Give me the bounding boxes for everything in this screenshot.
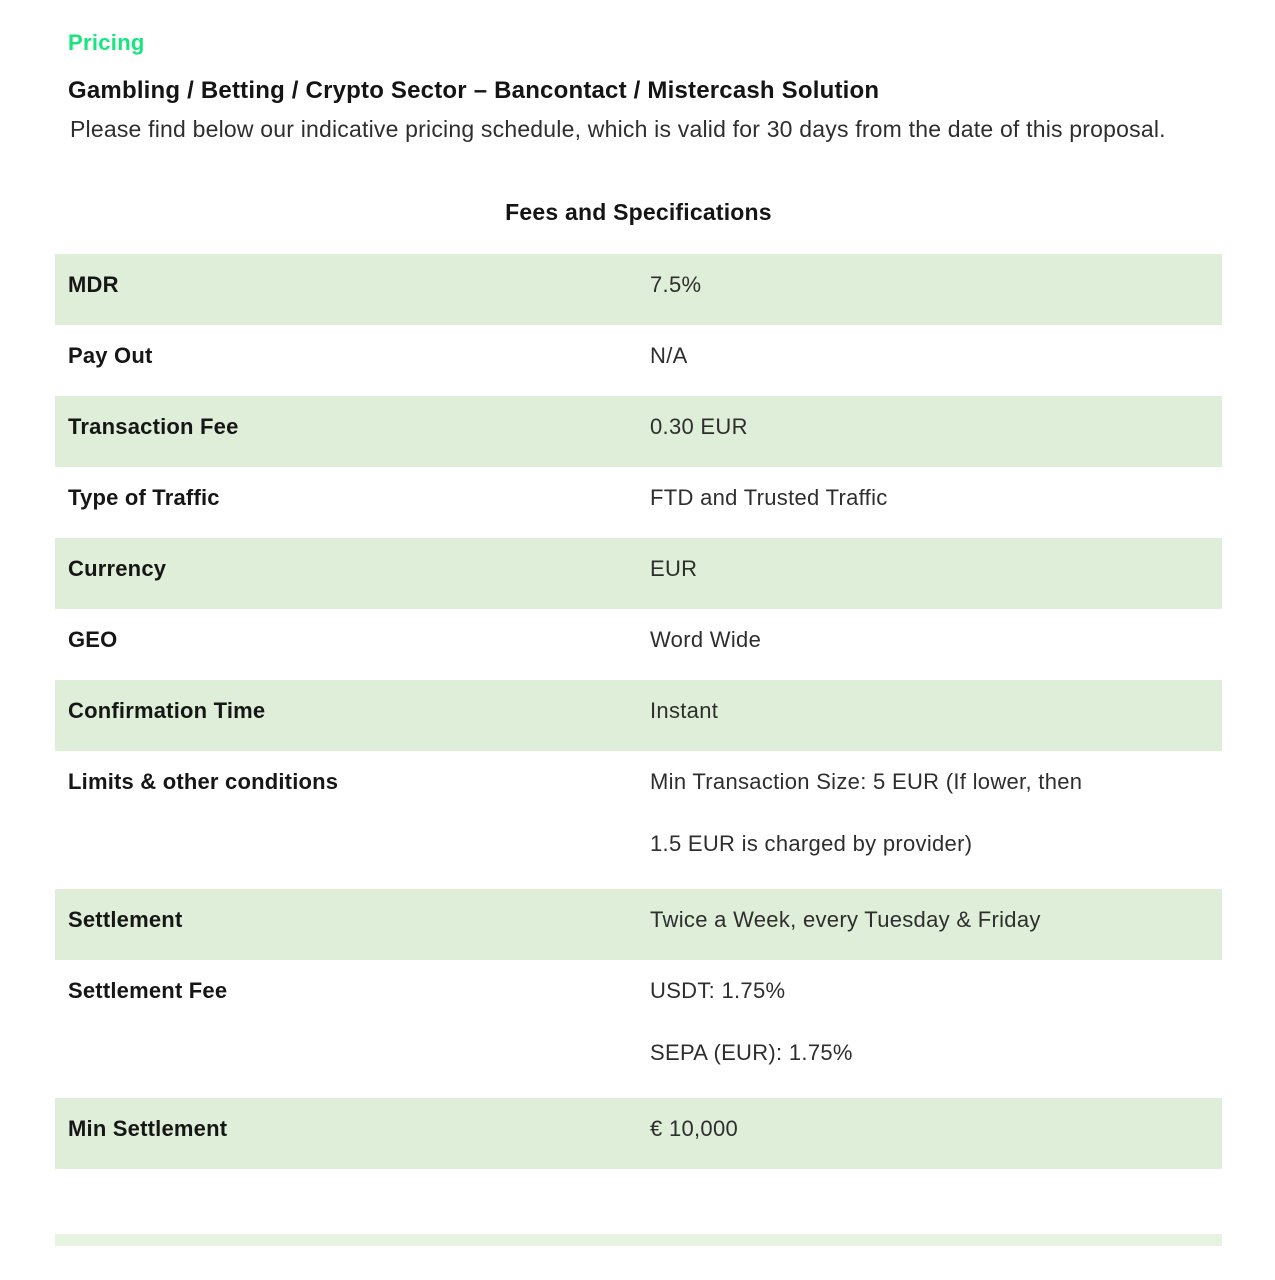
row-label: Transaction Fee — [68, 414, 239, 439]
row-value-line: Instant — [650, 698, 719, 723]
table-row — [55, 751, 1222, 889]
document-page — [55, 30, 1222, 1246]
row-label: Min Settlement — [68, 1116, 228, 1141]
row-value-line: EUR — [650, 556, 698, 581]
next-row-cutoff-strip — [55, 1234, 1222, 1246]
row-label: Confirmation Time — [68, 698, 266, 723]
table-row — [55, 680, 1222, 751]
table-row — [55, 467, 1222, 538]
table-row — [55, 396, 1222, 467]
row-value-line: 0.30 EUR — [650, 414, 748, 439]
row-value-line: 7.5% — [650, 272, 702, 297]
row-value — [650, 697, 1222, 724]
row-value — [650, 484, 1222, 511]
fees-table — [55, 254, 1222, 1169]
row-value — [650, 342, 1222, 369]
row-value — [650, 1115, 1222, 1142]
row-value — [650, 906, 1222, 933]
row-value-line: FTD and Trusted Traffic — [650, 485, 888, 510]
row-value — [650, 768, 1222, 857]
table-row — [55, 538, 1222, 609]
row-value-line: 1.5 EUR is charged by provider) — [650, 831, 973, 856]
table-row — [55, 889, 1222, 960]
row-value-line: Twice a Week, every Tuesday & Friday — [650, 907, 1041, 932]
row-value — [650, 977, 1222, 1066]
row-label: Limits & other conditions — [68, 769, 339, 794]
row-value — [650, 413, 1222, 440]
row-label: Settlement Fee — [68, 978, 228, 1003]
document-title: Gambling / Betting / Crypto Sector – Bancontact / Mistercash Solution — [68, 77, 880, 104]
row-value-line: Word Wide — [650, 627, 762, 652]
row-label: Currency — [68, 556, 167, 581]
table-row — [55, 325, 1222, 396]
fees-table-title: Fees and Specifications — [505, 199, 772, 225]
row-value-line: SEPA (EUR): 1.75% — [650, 1040, 853, 1065]
row-value-line: Min Transaction Size: 5 EUR (If lower, then — [650, 769, 1083, 794]
row-value — [650, 271, 1222, 298]
row-value — [650, 555, 1222, 582]
row-value-line: USDT: 1.75% — [650, 978, 786, 1003]
row-value — [650, 626, 1222, 653]
table-row — [55, 254, 1222, 325]
row-label: Settlement — [68, 907, 183, 932]
section-label-pricing: Pricing — [68, 30, 145, 55]
table-row — [55, 1098, 1222, 1169]
row-label: Pay Out — [68, 343, 153, 368]
row-value-line: N/A — [650, 343, 688, 368]
intro-paragraph: Please find below our indicative pricing schedule, which is valid for 30 days from the date of this proposal. — [70, 116, 1166, 142]
row-label: Type of Traffic — [68, 485, 220, 510]
row-label: MDR — [68, 272, 119, 297]
row-value-line: € 10,000 — [650, 1116, 739, 1141]
row-label: GEO — [68, 627, 118, 652]
table-row — [55, 960, 1222, 1098]
table-row — [55, 609, 1222, 680]
